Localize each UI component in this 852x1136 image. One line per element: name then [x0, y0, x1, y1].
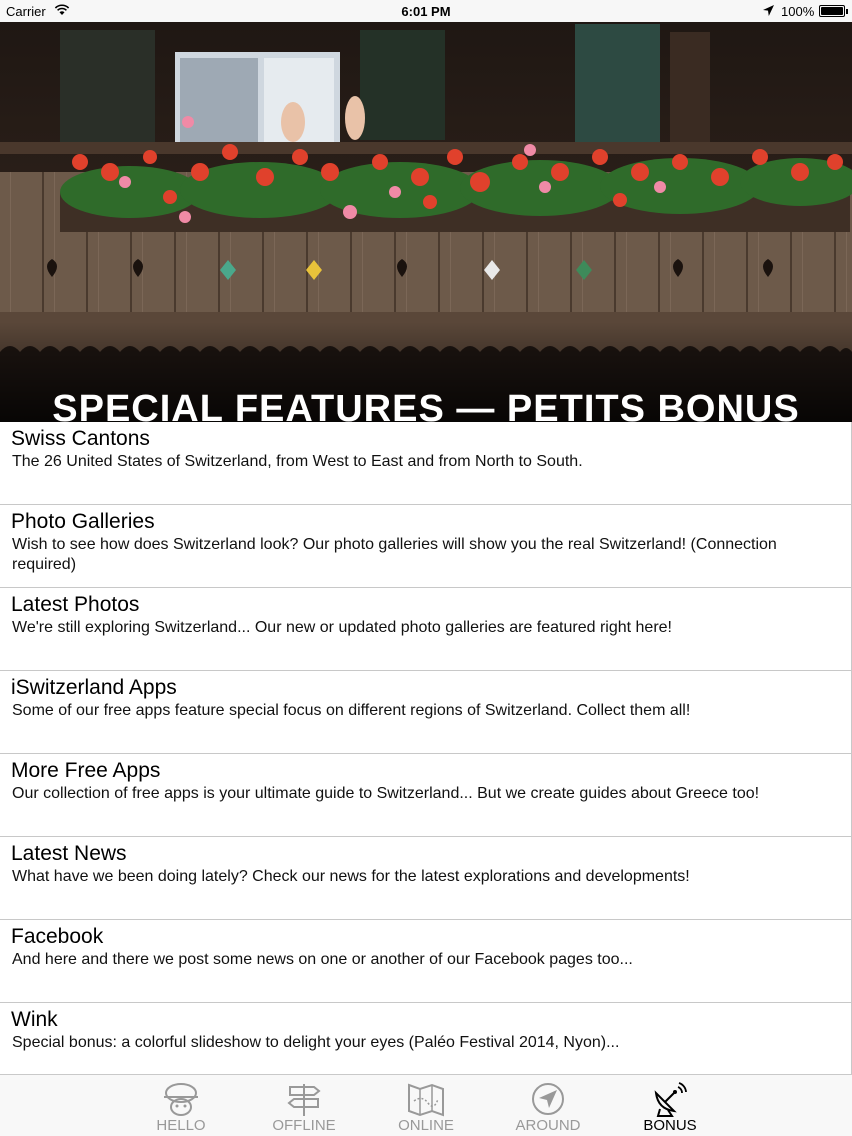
list-item-title: More Free Apps: [11, 759, 161, 782]
list-item-title: Facebook: [11, 925, 104, 948]
list-item-title: iSwitzerland Apps: [11, 676, 177, 699]
satellite-dish-icon: [650, 1081, 690, 1117]
balcony-flowers-photo: [0, 22, 852, 422]
list-item-title: Latest News: [11, 842, 127, 865]
tab-online[interactable]: [376, 1075, 476, 1136]
list-item-description: We're still exploring Switzerland... Our new or updated photo galleries are featured right here!: [12, 619, 672, 636]
tab-bar: [0, 1074, 852, 1136]
hero-banner: [0, 22, 852, 422]
list-item-description: And here and there we post some news on one or another of our Facebook pages too...: [12, 951, 633, 968]
list-item-latest-news[interactable]: [0, 837, 852, 920]
list-item-description: Some of our free apps feature special focus on different regions of Switzerland. Collect them all!: [12, 702, 691, 719]
page-title: SPECIAL FEATURES — PETITS BONUS: [52, 388, 800, 422]
list-item-title: Latest Photos: [11, 593, 140, 616]
list-item-facebook[interactable]: [0, 920, 852, 1003]
bonus-list: [0, 422, 852, 1086]
tab-label: AROUND: [515, 1117, 581, 1134]
list-item-iswitzerland-apps[interactable]: [0, 671, 852, 754]
compass-icon: [528, 1081, 568, 1117]
tab-offline[interactable]: [254, 1075, 354, 1136]
list-item-title: Photo Galleries: [11, 510, 155, 533]
status-time: 6:01 PM: [401, 4, 451, 19]
map-icon: [406, 1081, 446, 1117]
list-item-latest-photos[interactable]: [0, 588, 852, 671]
battery-icon: [819, 5, 845, 17]
list-item-title: Swiss Cantons: [11, 427, 150, 450]
list-item-description: What have we been doing lately? Check our news for the latest explorations and developments!: [12, 868, 690, 885]
tab-hello[interactable]: [131, 1075, 231, 1136]
signpost-icon: [284, 1081, 324, 1117]
status-bar: [0, 0, 852, 22]
list-item-description: Wish to see how does Switzerland look? Our photo galleries will show you the real Switzerland! (Connection required): [12, 536, 777, 573]
tab-label: OFFLINE: [272, 1117, 336, 1134]
list-item-description: Special bonus: a colorful slideshow to delight your eyes (Paléo Festival 2014, Nyon)...: [12, 1034, 620, 1051]
location-arrow-icon: [763, 5, 775, 16]
list-item-photo-galleries[interactable]: [0, 505, 852, 588]
tab-around[interactable]: [498, 1075, 598, 1136]
list-item-more-free-apps[interactable]: [0, 754, 852, 837]
tab-label: BONUS: [643, 1117, 697, 1134]
tab-label: ONLINE: [398, 1117, 454, 1134]
tab-bonus[interactable]: [620, 1075, 720, 1136]
carrier-label: Carrier: [6, 4, 46, 19]
list-item-description: Our collection of free apps is your ultimate guide to Switzerland... But we create guides about Greece too!: [12, 785, 760, 802]
list-item-description: The 26 United States of Switzerland, from West to East and from North to South.: [12, 453, 583, 470]
list-item-title: Wink: [11, 1008, 58, 1031]
hello-icon: [161, 1081, 201, 1117]
battery-percent: 100%: [781, 4, 815, 19]
tab-label: HELLO: [156, 1117, 206, 1134]
list-item-swiss-cantons[interactable]: [0, 422, 852, 505]
